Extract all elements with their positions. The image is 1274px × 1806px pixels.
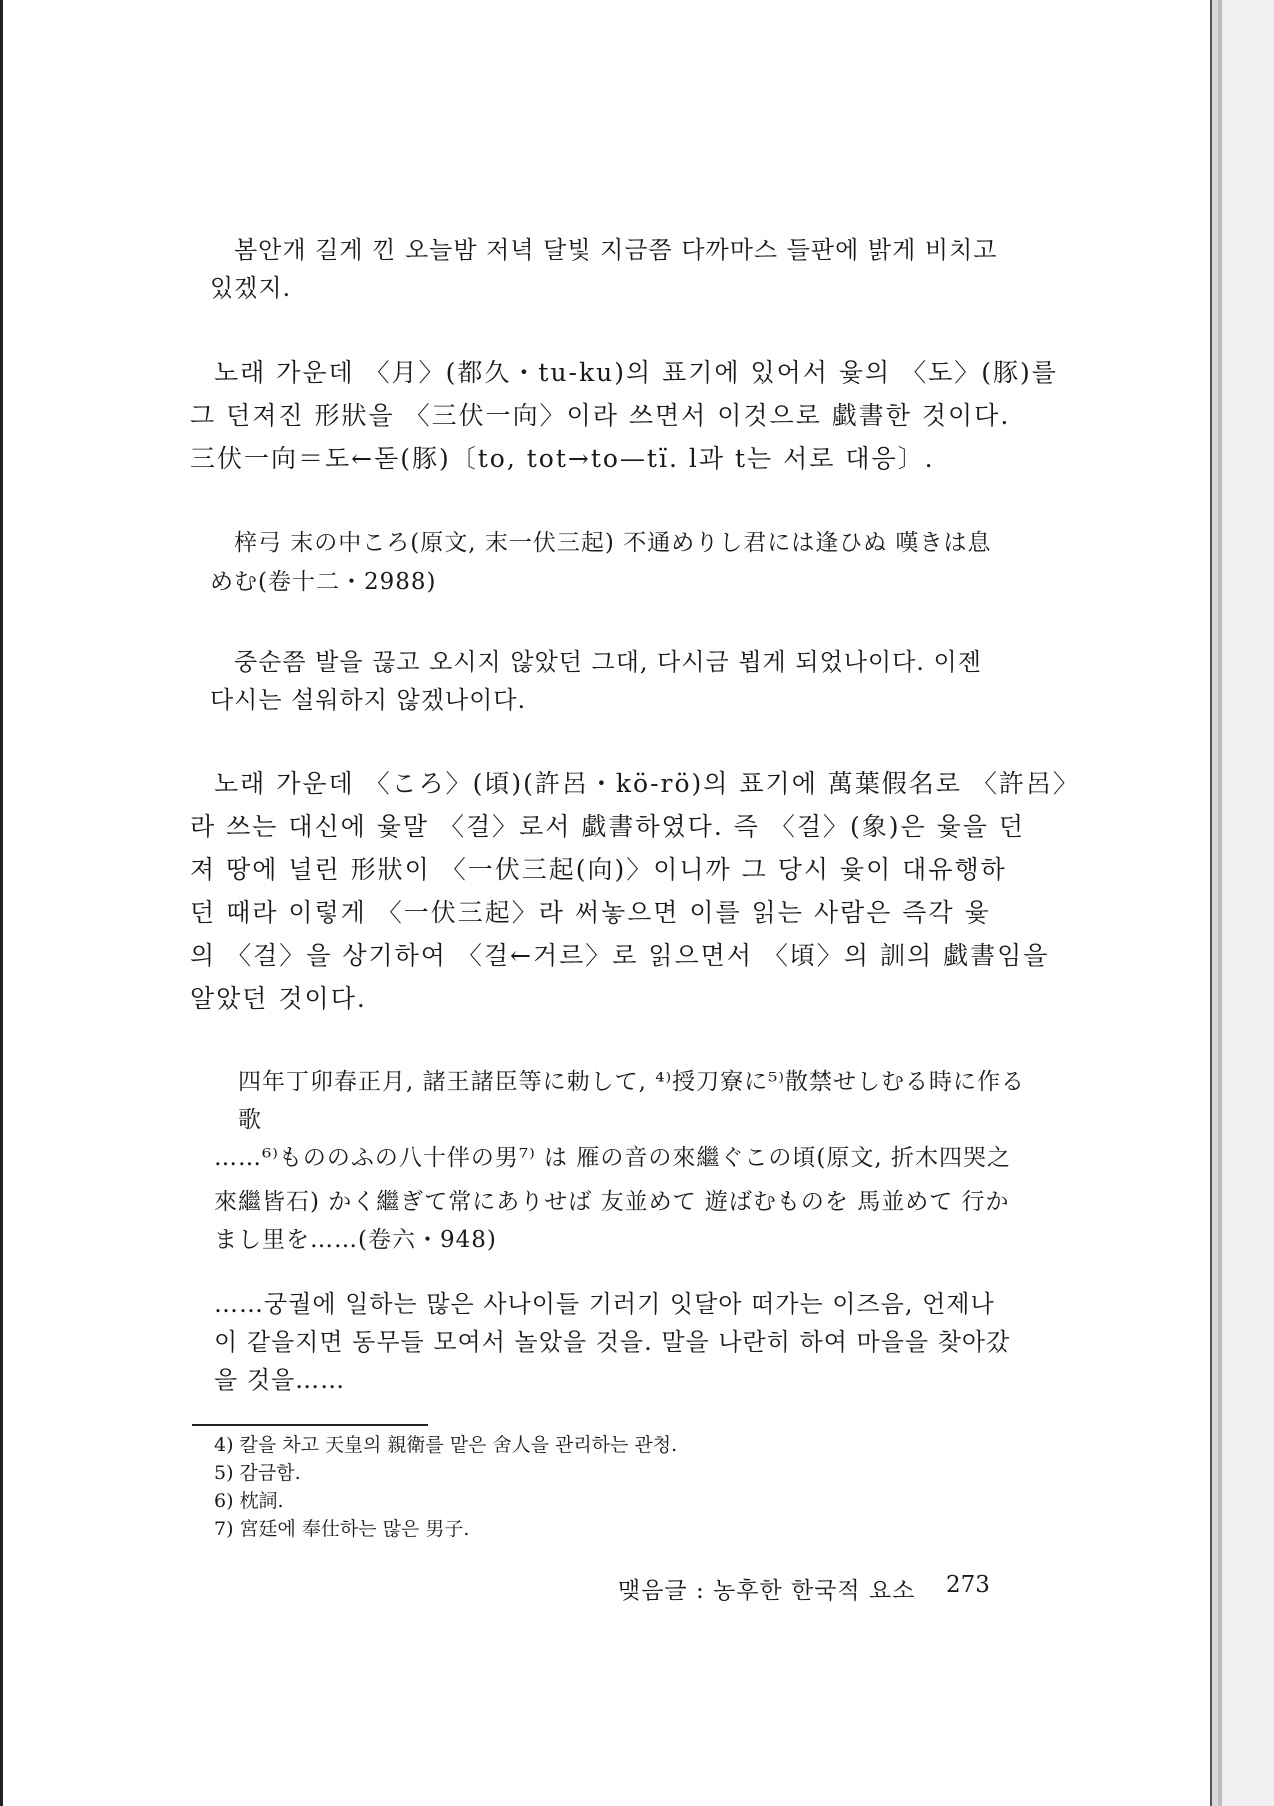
translation-line: ……궁궐에 일하는 많은 사나이들 기러기 잇달아 떠가는 이즈음, 언제나 xyxy=(214,1290,995,1318)
translation-line: 중순쯤 발을 끊고 오시지 않았던 그대, 다시금 뵙게 되었나이다. 이젠 xyxy=(234,648,982,676)
translation-line: 봄안개 길게 낀 오늘밤 저녁 달빛 지금쯤 다까마스 들판에 밝게 비치고 xyxy=(234,236,998,264)
commentary-line: 던 때라 이렇게 〈一伏三起〉라 써놓으면 이를 읽는 사람은 즉각 윷 xyxy=(190,898,991,927)
footnote-rule xyxy=(192,1424,428,1426)
translation-line: 이 같을지면 동무들 모여서 놀았을 것을. 말을 나란히 하여 마을을 찾아갔 xyxy=(214,1328,1011,1356)
commentary-line: 그 던져진 形狀을 〈三伏一向〉이라 쓰면서 이것으로 戱書한 것이다. xyxy=(190,401,1011,430)
footnote: 6) 枕詞. xyxy=(214,1490,284,1512)
commentary-line: 노래 가운데 〈ころ〉(頃)(許呂・kö-rö)의 표기에 萬葉假名로 〈許呂〉 xyxy=(214,769,1080,798)
commentary-line: 알았던 것이다. xyxy=(190,984,367,1013)
verse-line: 來繼皆石) かく繼ぎて常にありせば 友並めて 遊ばむものを 馬並めて 行か xyxy=(214,1189,1010,1215)
commentary-line: 져 땅에 널린 形狀이 〈一伏三起(向)〉이니까 그 당시 윷이 대유행하 xyxy=(190,855,1007,884)
running-footer: 맺음글 : 농후한 한국적 요소 xyxy=(618,1578,916,1604)
commentary-line: 三伏一向＝도←돋(豚)〔to, tot→to—tï. l과 t는 서로 대응〕. xyxy=(190,444,935,473)
translation-line: 을 것을…… xyxy=(214,1366,346,1394)
verse-line: めむ(卷十二・2988) xyxy=(210,569,437,595)
verse-line: まし里を……(卷六・948) xyxy=(214,1227,497,1253)
verse-line: 四年丁卯春正月, 諸王諸臣等に勅して, ⁴⁾授刀寮に⁵⁾散禁せしむる時に作る xyxy=(238,1069,1025,1095)
footnote: 7) 宮廷에 奉仕하는 많은 男子. xyxy=(214,1518,470,1540)
verse-line: 歌 xyxy=(238,1107,262,1133)
translation-line: 있겠지. xyxy=(210,274,292,302)
translation-line: 다시는 설워하지 않겠나이다. xyxy=(210,686,527,714)
page-number: 273 xyxy=(946,1572,990,1598)
footnote: 4) 칼을 차고 天皇의 親衛를 맡은 舍人을 관리하는 관청. xyxy=(214,1434,678,1456)
commentary-line: 노래 가운데 〈月〉(都久・tu-ku)의 표기에 있어서 윷의 〈도〉(豚)를 xyxy=(214,358,1058,387)
verse-line: 梓弓 末の中ころ(原文, 末一伏三起) 不通めりし君には逢ひぬ 嘆きは息 xyxy=(234,530,992,556)
verse-line: ……⁶⁾もののふの八十伴の男⁷⁾ は 雁の音の來繼ぐこの頃(原文, 折木四哭之 xyxy=(214,1145,1011,1171)
commentary-line: 의 〈걸〉을 상기하여 〈걸←거르〉로 읽으면서 〈頃〉의 訓의 戱書임을 xyxy=(190,941,1050,970)
footnote: 5) 감금함. xyxy=(214,1462,301,1484)
commentary-line: 라 쓰는 대신에 윷말 〈걸〉로서 戱書하였다. 즉 〈걸〉(象)은 윷을 던 xyxy=(190,812,1025,841)
